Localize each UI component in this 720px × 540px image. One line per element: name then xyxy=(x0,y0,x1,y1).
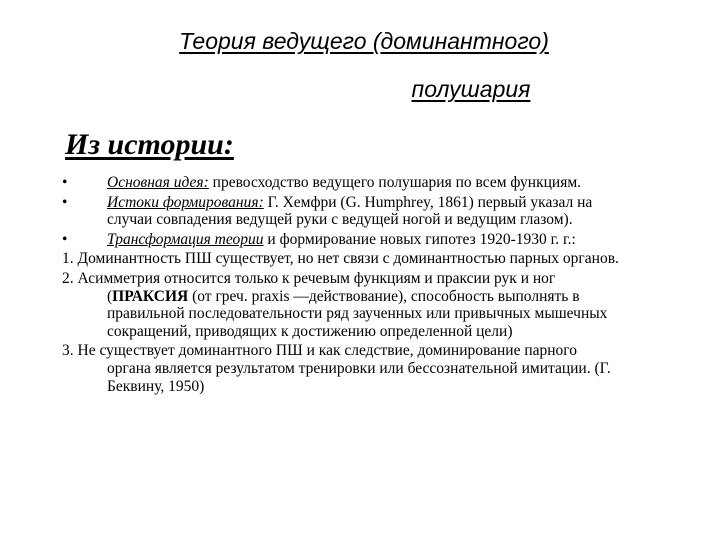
numbered-item: 1. Доминантность ПШ существует, но нет связи с доминантностью парных органов. xyxy=(62,250,619,268)
bullet-lead: Трансформация теории xyxy=(107,230,264,248)
title-line-2 xyxy=(0,76,720,103)
numbered-item: 3. Не существует доминантного ПШ и как следствие, доминирование парного органа является результатом тренировки или бессознательной имитации. (Г. Беквину, 1950) xyxy=(62,342,611,395)
bullet-item xyxy=(62,231,622,249)
bullet-lead: Истоки формирования: xyxy=(107,193,264,211)
numbered-strong: ПРАКСИЯ xyxy=(112,287,189,305)
bullet-marker: • xyxy=(62,193,68,211)
bullet-text: и формирование новых гипотез 1920-1930 г. г.: xyxy=(263,230,576,248)
bullet-text: превосходство ведущего полушария по всем функциям. xyxy=(208,174,582,191)
bullet-text: Г. Хемфри (G. Humphrey, 1861) первый указал на случаи совпадения ведущей руки с ведущей ногой и ведущим глазом). xyxy=(107,193,593,229)
bullet-marker: • xyxy=(62,230,68,248)
content-body xyxy=(62,174,622,395)
numbered-text: 2. Асимметрия относится только к речевым функциям и праксии рук и ног ( xyxy=(62,269,556,305)
bullet-marker: • xyxy=(62,174,68,191)
bullet-lead: Основная идея: xyxy=(107,174,209,191)
section-heading: Из истории: xyxy=(65,128,234,161)
title-line-1: Теория ведущего (доминантного) xyxy=(179,28,549,54)
numbered-text: (от греч. praxis —действование), способность выполнять в правильной последовательности ряд заученных или привычных мышечных сокращений, приводящих к достижению определенной цели) xyxy=(107,287,608,340)
numbered-item xyxy=(62,270,622,340)
bullet-item xyxy=(62,194,622,229)
bullet-item xyxy=(62,174,622,192)
title-line-2-text: полушария xyxy=(411,76,531,102)
